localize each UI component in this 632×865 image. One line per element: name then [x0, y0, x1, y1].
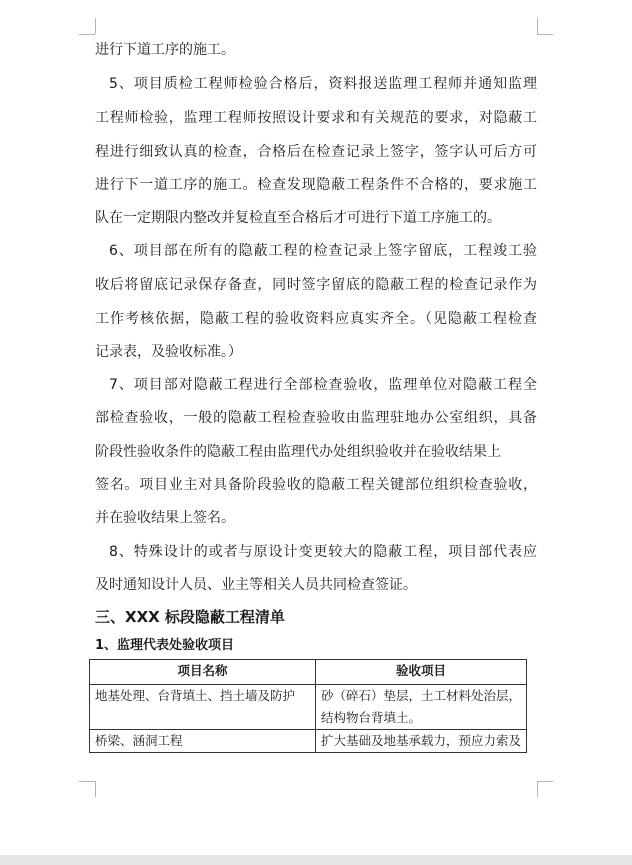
table-cell-line: 结构物台背填土。 [320, 710, 421, 725]
table-cell-line: 砂（碎石）垫层，土工材料处治层， [320, 688, 521, 703]
paragraph-line: 记录表，及验收标准。） [95, 344, 242, 360]
table-header-row [90, 660, 527, 685]
crop-mark-bottom-right [537, 781, 553, 782]
paragraph-line: 队在一定期限内整改并复检直至合格后才可进行下道工序施工的。 [95, 210, 501, 226]
table-cell-name: 桥梁、涵洞工程 [90, 730, 316, 753]
paragraph-line: 及时通知设计人员、业主等相关人员共同检查签证。 [95, 577, 417, 593]
paragraph-line: 签名。项目业主对具备阶段验收的隐蔽工程关键部位组织检查验收， [95, 477, 537, 493]
table-cell-items [315, 685, 526, 730]
paragraph-line: 6、项目部在所有的隐蔽工程的检查记录上签字留底，工程竣工验 [109, 243, 537, 259]
paragraph-line: 5、项目质检工程师检验合格后，资料报送监理工程师并通知监理 [109, 76, 537, 92]
table-cell-line: 扩大基础及地基承载力，预应力索及 [320, 733, 521, 748]
crop-mark-top-left [79, 34, 95, 35]
crop-mark-top-right [537, 18, 538, 34]
paragraph-line: 并在验收结果上签名。 [95, 510, 235, 526]
crop-mark-bottom-left [79, 781, 95, 782]
sub-heading: 1、监理代表处验收项目 [95, 638, 235, 653]
paragraph-line: 程进行细致认真的检查，合格后在检查记录上签字，签字认可后方可 [95, 144, 537, 160]
table-row [90, 685, 527, 730]
crop-mark-bottom-right [537, 781, 538, 797]
paragraph-line: 部检查验收，一般的隐蔽工程检查验收由监理驻地办公室组织，具备 [95, 410, 537, 426]
crop-mark-bottom-left [95, 781, 96, 797]
paragraph-line: 阶段性验收条件的隐蔽工程由监理代办处组织验收并在验收结果上 [95, 444, 501, 460]
table-row [90, 730, 527, 753]
table-cell-name: 地基处理、台背填土、挡土墙及防护 [90, 685, 316, 730]
window-bottom-bar [0, 855, 632, 865]
table-cell-items [315, 730, 526, 753]
paragraph-line: 7、项目部对隐蔽工程进行全部检查验收，监理单位对隐蔽工程全 [109, 377, 537, 393]
paragraph-line: 工程师检验，监理工程师按照设计要求和有关规范的要求，对隐蔽工 [95, 110, 537, 126]
paragraph-line: 收后将留底记录保存备查，同时签字留底的隐蔽工程的检查记录作为 [95, 277, 537, 293]
table-header-cell: 项目名称 [90, 660, 316, 685]
paragraph-line: 进行下道工序的施工。 [95, 42, 235, 58]
paragraph-line: 进行下一道工序的施工。检查发现隐蔽工程条件不合格的，要求施工 [95, 177, 537, 193]
paragraph-line: 工作考核依据，隐蔽工程的验收资料应真实齐全。（见隐蔽工程检查 [95, 311, 537, 327]
table-header-cell: 验收项目 [315, 660, 526, 685]
acceptance-table [89, 659, 527, 753]
crop-mark-top-left [95, 18, 96, 34]
section-heading: 三、XXX 标段隐蔽工程清单 [95, 608, 285, 626]
paragraph-line: 8、特殊设计的或者与原设计变更较大的隐蔽工程，项目部代表应 [109, 544, 537, 560]
crop-mark-top-right [537, 34, 553, 35]
